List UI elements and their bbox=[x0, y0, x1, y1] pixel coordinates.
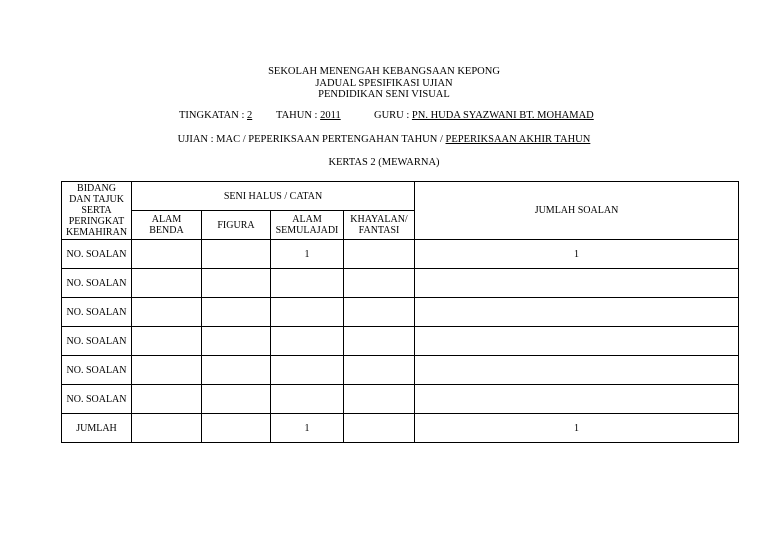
subheader-alam-benda bbox=[132, 211, 202, 240]
table-cell bbox=[344, 298, 415, 327]
table-cell bbox=[132, 356, 202, 385]
tahun-field bbox=[276, 110, 341, 121]
table-cell bbox=[344, 240, 415, 269]
subheader-line: BENDA bbox=[149, 225, 184, 236]
table-row bbox=[62, 240, 739, 269]
corner-header bbox=[62, 182, 132, 240]
tingkatan-label: TINGKATAN : bbox=[179, 110, 245, 121]
row-total bbox=[415, 269, 739, 298]
total-header: JUMLAH SOALAN bbox=[415, 182, 739, 240]
table-cell bbox=[132, 327, 202, 356]
kertas-line: KERTAS 2 (MEWARNA) bbox=[328, 157, 440, 168]
table-row bbox=[62, 385, 739, 414]
row-label: NO. SOALAN bbox=[62, 356, 132, 385]
row-label: NO. SOALAN bbox=[62, 269, 132, 298]
subheader-figura bbox=[202, 211, 271, 240]
table-cell bbox=[271, 269, 344, 298]
subject-name: PENDIDIKAN SENI VISUAL bbox=[318, 89, 450, 100]
subheader-line: ALAM bbox=[151, 214, 182, 225]
table-cell: 1 bbox=[271, 240, 344, 269]
row-label: JUMLAH bbox=[62, 414, 132, 443]
ujian-line bbox=[0, 134, 768, 145]
guru-label: GURU : bbox=[374, 110, 410, 121]
table-cell bbox=[132, 298, 202, 327]
corner-line: DAN TAJUK bbox=[69, 194, 124, 205]
row-label: NO. SOALAN bbox=[62, 385, 132, 414]
tahun-label: TAHUN : bbox=[276, 110, 318, 121]
subheader-line: FANTASI bbox=[358, 225, 400, 236]
row-total: 1 bbox=[415, 414, 739, 443]
corner-line: PERINGKAT bbox=[68, 216, 125, 227]
corner-line: SERTA bbox=[81, 205, 112, 216]
table-cell bbox=[132, 385, 202, 414]
table-cell bbox=[202, 269, 271, 298]
tingkatan-field bbox=[179, 110, 252, 121]
row-total bbox=[415, 356, 739, 385]
guru-value: PN. HUDA SYAZWANI BT. MOHAMAD bbox=[411, 110, 594, 121]
table-cell bbox=[271, 327, 344, 356]
table-cell bbox=[202, 385, 271, 414]
subheader-line: KHAYALAN/ bbox=[350, 214, 408, 225]
tingkatan-value: 2 bbox=[246, 110, 253, 121]
group-header: SENI HALUS / CATAN bbox=[132, 182, 415, 211]
row-label: NO. SOALAN bbox=[62, 298, 132, 327]
table-cell bbox=[271, 385, 344, 414]
document-title: JADUAL SPESIFIKASI UJIAN bbox=[315, 77, 453, 89]
table-cell bbox=[132, 269, 202, 298]
ujian-options: UJIAN : MAC / PEPERIKSAAN PERTENGAHAN TAHUN / bbox=[177, 134, 443, 145]
table-row bbox=[62, 269, 739, 298]
table-cell bbox=[202, 356, 271, 385]
table-cell bbox=[344, 269, 415, 298]
subheader-khayalan-fantasi bbox=[344, 211, 415, 240]
table-cell bbox=[344, 414, 415, 443]
table-row bbox=[62, 298, 739, 327]
subheader-line: FIGURA bbox=[217, 219, 255, 231]
subheader-line: SEMULAJADI bbox=[275, 225, 339, 236]
tahun-value: 2011 bbox=[320, 110, 341, 121]
row-label: NO. SOALAN bbox=[62, 240, 132, 269]
table-cell: 1 bbox=[271, 414, 344, 443]
school-name: SEKOLAH MENENGAH KEBANGSAAN KEPONG bbox=[268, 66, 500, 77]
corner-line: KEMAHIRAN bbox=[65, 227, 128, 238]
table-cell bbox=[132, 414, 202, 443]
document-header bbox=[0, 66, 768, 101]
specification-table bbox=[61, 181, 739, 443]
row-total bbox=[415, 327, 739, 356]
table-cell bbox=[344, 327, 415, 356]
table-cell bbox=[202, 327, 271, 356]
table-cell bbox=[202, 414, 271, 443]
row-label: NO. SOALAN bbox=[62, 327, 132, 356]
table-cell bbox=[132, 240, 202, 269]
corner-line: BIDANG bbox=[77, 183, 116, 194]
table-row bbox=[62, 356, 739, 385]
guru-field bbox=[374, 110, 594, 121]
table-row bbox=[62, 327, 739, 356]
row-total: 1 bbox=[415, 240, 739, 269]
table-cell bbox=[271, 356, 344, 385]
subheader-alam-semulajadi bbox=[271, 211, 344, 240]
ujian-selected: PEPERIKSAAN AKHIR TAHUN bbox=[445, 134, 591, 145]
subheader-line: ALAM bbox=[292, 214, 322, 225]
table-cell bbox=[202, 240, 271, 269]
table-cell bbox=[344, 356, 415, 385]
table-cell bbox=[271, 298, 344, 327]
table-row bbox=[62, 414, 739, 443]
row-total bbox=[415, 385, 739, 414]
table-cell bbox=[202, 298, 271, 327]
row-total bbox=[415, 298, 739, 327]
table-cell bbox=[344, 385, 415, 414]
